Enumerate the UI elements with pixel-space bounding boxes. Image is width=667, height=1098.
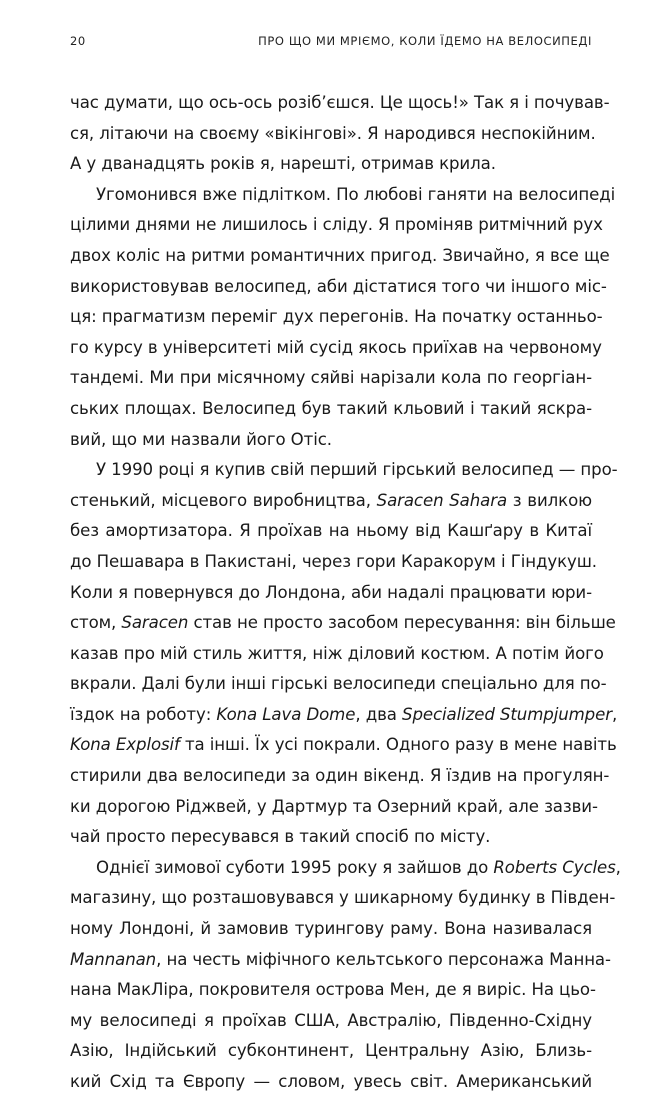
text-line (70, 761, 610, 792)
text-segment: ця: прагматизм переміг дух перегонів. На початку останньо- (70, 307, 603, 327)
italic-text: Specialized Stumpjumper (402, 704, 612, 724)
text-line (70, 1067, 592, 1098)
text-line (70, 272, 607, 303)
text-segment: та інші. Їх усі покрали. Одного разу в мене навіть (179, 735, 617, 755)
text-segment: цілими днями не лишилось і сліду. Я проміняв ритмічний рух (70, 215, 603, 235)
text-line (70, 302, 603, 333)
text-segment: А у дванадцять років я, нарешті, отримав крила. (70, 154, 496, 174)
text-segment: до Пешавара в Пакистані, через гори Каракорум і Гіндукуш. (70, 551, 597, 571)
text-line (70, 945, 611, 976)
text-line (70, 394, 592, 425)
italic-text: Roberts Cycles (493, 857, 616, 877)
text-line (70, 853, 621, 884)
text-segment: магазину, що розташовувався у шикарному будинку в Півден- (70, 888, 616, 908)
text-line (70, 730, 617, 761)
text-segment: ки дорогою Ріджвей, у Дартмур та Озерний край, але зазви- (70, 796, 598, 816)
text-line (70, 1036, 592, 1067)
text-segment: го курсу в університеті мій сусід якось приїхав на червоному (70, 337, 602, 357)
text-line (70, 210, 603, 241)
text-line (70, 883, 616, 914)
text-line (70, 425, 592, 456)
text-line (70, 1006, 592, 1037)
text-segment: став не просто засобом пересування: він більше (188, 613, 616, 633)
text-segment: їздок на роботу: (70, 704, 217, 724)
text-line (70, 792, 598, 823)
text-segment: ся, літаючи на своєму «вікінгові». Я народився неспокійним. (70, 123, 596, 143)
text-line (70, 119, 596, 150)
text-segment: Азію, Індійський субконтинент, Центральну Азію, Близь- (70, 1041, 592, 1061)
text-segment: ських площах. Велосипед був такий кльовий і такий яскра- (70, 398, 592, 418)
text-segment: стенький, місцевого виробництва, (70, 490, 377, 510)
text-line (70, 822, 592, 853)
text-segment: кий Схід та Європу — словом, увесь світ. Американський (70, 1072, 592, 1091)
text-line (70, 363, 592, 394)
text-segment: з вилкою (507, 490, 592, 510)
text-segment: чай просто пересувався в такий спосіб по місту. (70, 827, 491, 847)
italic-text: Kona Lava Dome (216, 704, 356, 724)
text-line (70, 914, 592, 945)
text-line (70, 975, 596, 1006)
text-line (70, 455, 618, 486)
text-segment: , на честь міфічного кельтського персонажа Манна- (156, 949, 611, 969)
text-segment: без амортизатора. Я проїхав на ньому від Кашґару в Китаї (70, 521, 592, 541)
text-segment: вкрали. Далі були інші гірські велосипеди спеціально для по- (70, 674, 607, 694)
text-segment: Коли я повернувся до Лондона, аби надалі працювати юри- (70, 582, 592, 602)
text-line (70, 516, 592, 547)
text-line (70, 149, 592, 180)
text-segment: , два (355, 704, 403, 724)
text-segment: му велосипеді я проїхав США, Австралію, Південно-Східну (70, 1010, 592, 1030)
text-segment: стирили два велосипеди за один вікенд. Я їздив на прогулян- (70, 766, 610, 786)
text-segment: двох коліс на ритми романтичних пригод. Звичайно, я все ще (70, 245, 610, 265)
italic-text: Mannanan (70, 949, 157, 969)
text-segment: , (615, 857, 621, 877)
text-line (70, 180, 616, 211)
italic-text: Kona Explosif (70, 735, 180, 755)
text-line (70, 669, 607, 700)
text-segment: Однієї зимової суботи 1995 року я зайшов до (96, 857, 494, 877)
text-segment: , (611, 704, 618, 724)
text-line (70, 547, 597, 578)
text-line (70, 578, 592, 609)
text-segment: вий, що ми назвали його Отіс. (70, 429, 332, 449)
text-segment: Угомонився вже підлітком. По любові ганяти на велосипеді (96, 184, 616, 204)
text-segment: ному Лондоні, й замовив турингову раму. Вона називалася (70, 919, 592, 939)
text-segment: стом, (70, 613, 122, 633)
text-line (70, 486, 592, 517)
page-number: 20 (70, 34, 86, 48)
text-segment: У 1990 році я купив свій перший гірський велосипед — про- (96, 460, 618, 480)
text-segment: казав про мій стиль життя, ніж діловий костюм. А потім його (70, 643, 604, 663)
italic-text: Saracen Sahara (376, 490, 508, 510)
text-line (70, 333, 602, 364)
text-segment: час думати, що ось-ось розіб’єшся. Це щось!» Так я і почував- (70, 93, 610, 112)
running-title: ПРО ЩО МИ МРІЄМО, КОЛИ ЇДЕМО НА ВЕЛОСИПЕДІ (258, 34, 592, 48)
running-head (70, 34, 592, 52)
text-line (70, 608, 616, 639)
text-segment: нана МакЛіра, покровителя острова Мен, де я виріс. На цьо- (70, 980, 596, 1000)
italic-text: Saracen (121, 613, 189, 633)
text-line (70, 241, 610, 272)
text-line (70, 700, 618, 731)
text-line (70, 639, 604, 670)
text-segment: використовував велосипед, аби дістатися того чи іншого міс- (70, 276, 607, 296)
body-text (70, 88, 621, 1098)
text-line (70, 88, 610, 119)
text-segment: тандемі. Ми при місячному сяйві нарізали кола по георгіан- (70, 368, 592, 388)
